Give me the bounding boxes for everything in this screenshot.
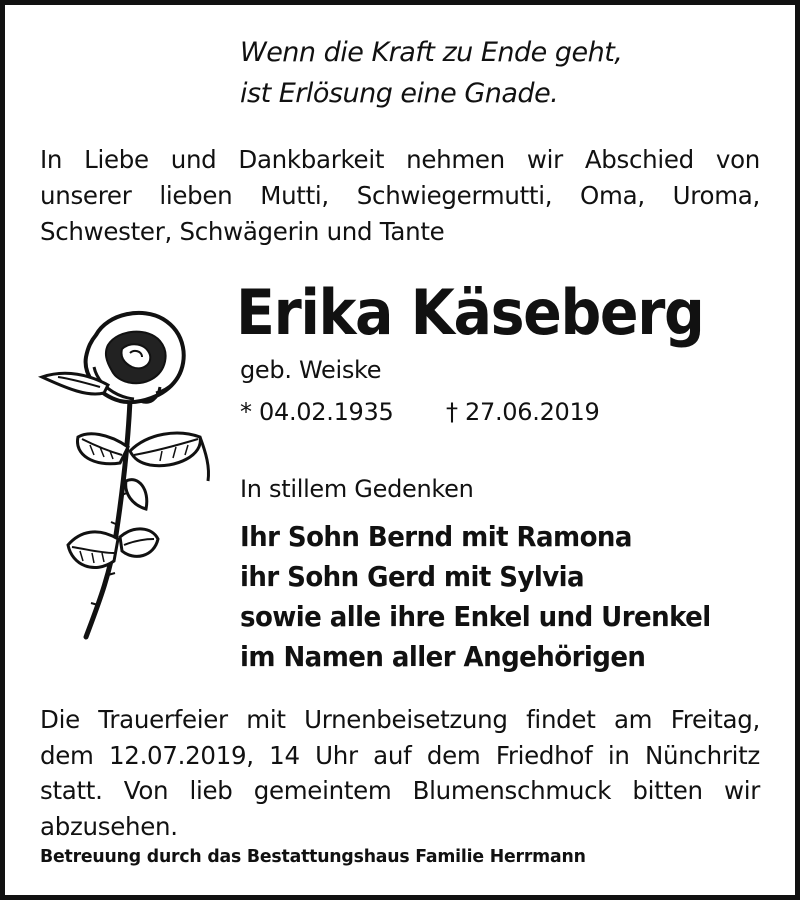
- funeral-notice: [40, 702, 760, 844]
- mourner-line: Ihr Sohn Bernd mit Ramona: [240, 520, 632, 553]
- poem-line-1: Wenn die Kraft zu Ende geht,: [240, 37, 623, 68]
- funeral-line-4: abzusehen.: [40, 811, 178, 841]
- mourner-line: sowie alle ihre Enkel und Urenkel: [240, 600, 711, 633]
- mourners-list: [240, 517, 711, 677]
- poem: [240, 32, 622, 114]
- intro-line-3: Schwester, Schwägerin und Tante: [40, 217, 445, 246]
- poem-line-2: ist Erlösung eine Gnade.: [240, 78, 559, 109]
- birth-name: geb. Weiske: [240, 356, 382, 384]
- death-date: † 27.06.2019: [446, 398, 600, 426]
- funeral-line-2: dem 12.07.2019, 14 Uhr auf dem Friedhof in Nünchritz: [40, 740, 760, 770]
- funeral-line-1: Die Trauerfeier mit Urnenbeisetzung findet am Freitag,: [40, 705, 760, 734]
- mourner-line: im Namen aller Angehörigen: [240, 640, 646, 673]
- rose-icon: [38, 305, 213, 645]
- undertaker-credit: Betreuung durch das Bestattungshaus Familie Herrmann: [40, 846, 586, 867]
- memory-heading: In stillem Gedenken: [240, 475, 474, 503]
- funeral-line-3: statt. Von lieb gemeintem Blumenschmuck bitten wir: [40, 776, 760, 805]
- life-dates: [240, 398, 600, 426]
- mourner-line: ihr Sohn Gerd mit Sylvia: [240, 560, 585, 593]
- birth-date: * 04.02.1935: [240, 398, 394, 426]
- intro-line-2: unserer lieben Mutti, Schwiegermutti, Oma, Uroma,: [40, 181, 760, 210]
- deceased-name: Erika Käseberg: [236, 276, 704, 349]
- intro-line-1: In Liebe und Dankbarkeit nehmen wir Abschied von: [40, 145, 760, 174]
- intro-text: [40, 142, 760, 250]
